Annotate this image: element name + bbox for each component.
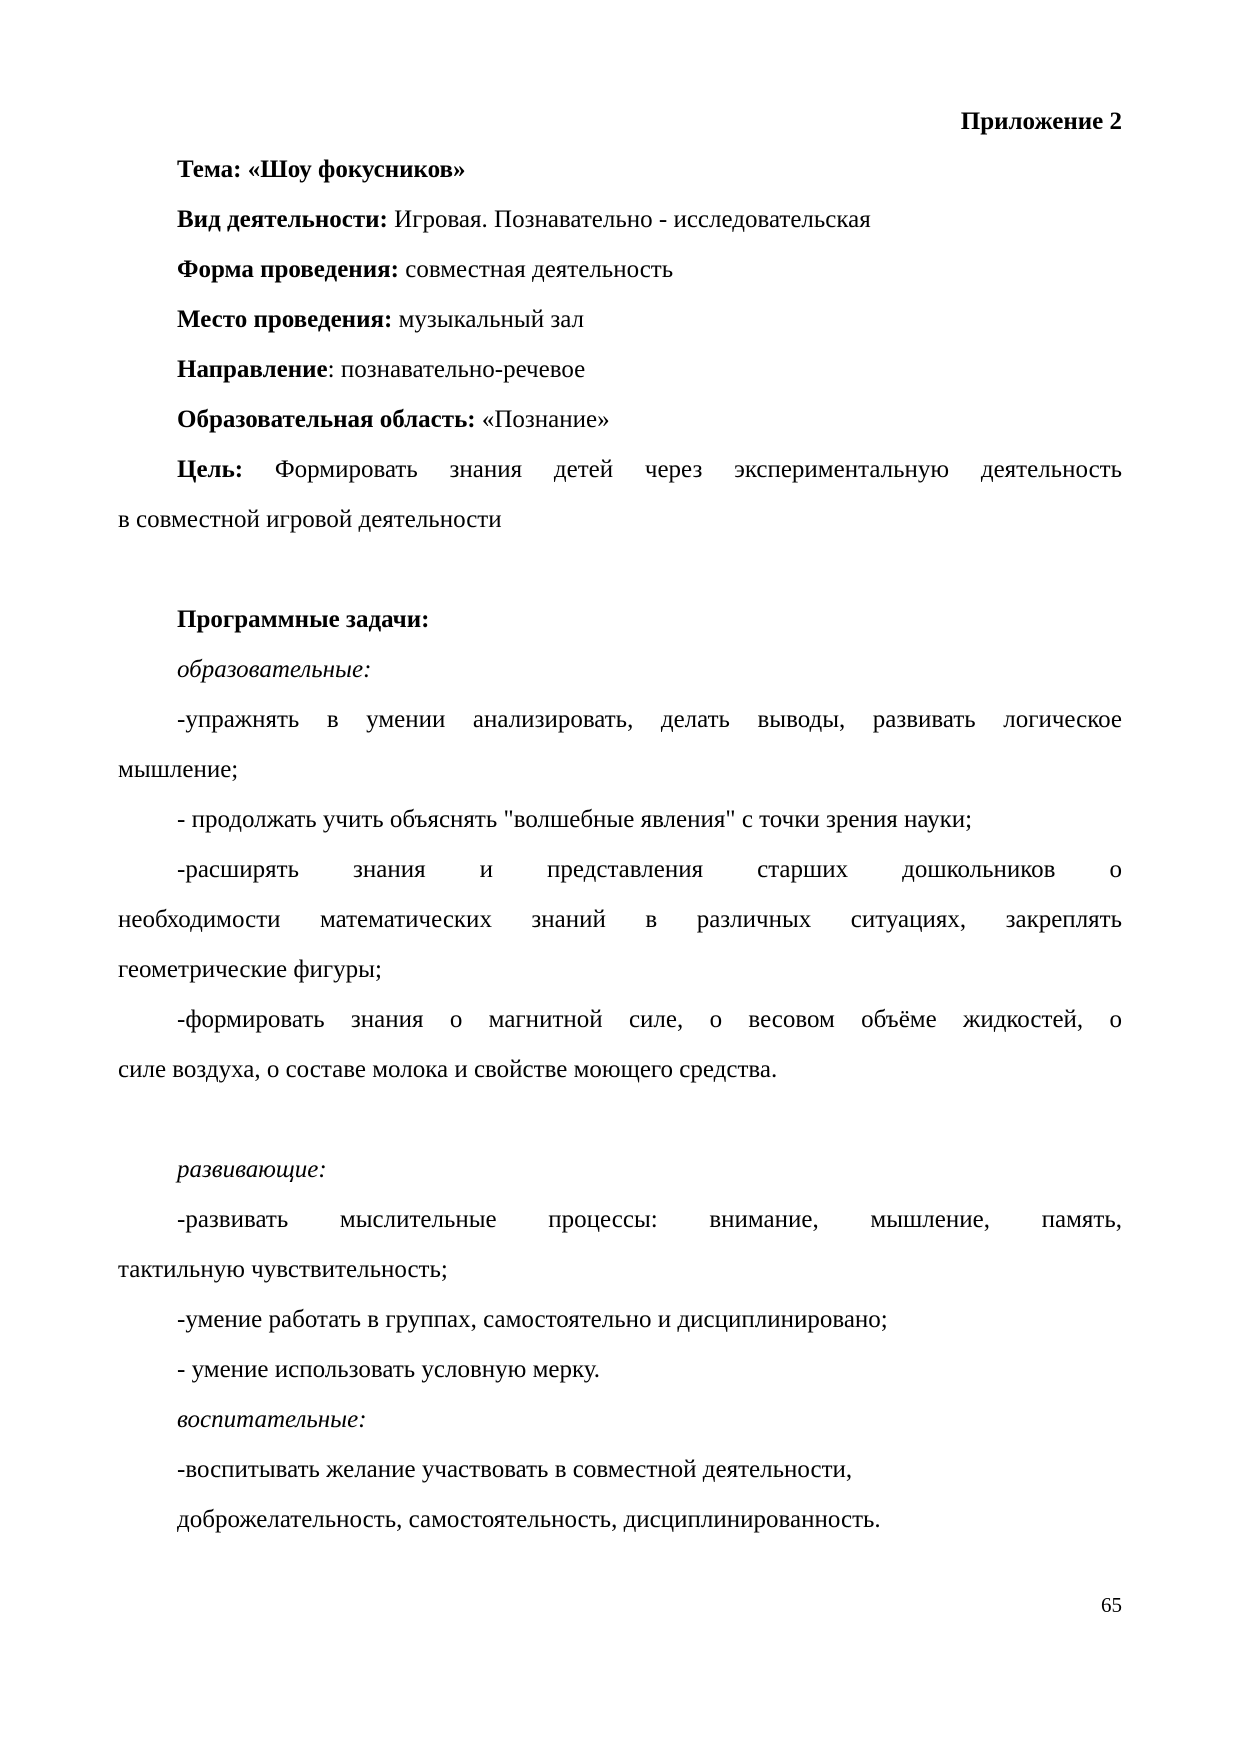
form-label: Форма проведения:	[177, 256, 399, 283]
educational-item-4-line-1: -формировать знания о магнитной силе, о весовом объёме жидкостей, о	[177, 1006, 1122, 1033]
activity-type-value: Игровая. Познавательно - исследовательская	[394, 206, 871, 233]
developing-item-2: -умение работать в группах, самостоятельно и дисциплинировано;	[177, 1306, 888, 1333]
goal-text-1: Формировать знания детей через экспериментальную деятельность	[274, 456, 1122, 483]
upbringing-label: воспитательные:	[177, 1406, 367, 1433]
upbringing-item-1-line-2: доброжелательность, самостоятельность, дисциплинированность.	[177, 1506, 881, 1533]
place-value: музыкальный зал	[398, 306, 585, 333]
goal-line-1	[177, 455, 1122, 485]
tasks-heading: Программные задачи:	[177, 606, 430, 633]
topic-label: Тема:	[177, 156, 242, 183]
educational-item-3-line-3: геометрические фигуры;	[118, 956, 382, 983]
upbringing-item-1-line-1: -воспитывать желание участвовать в совместной деятельности,	[177, 1456, 853, 1483]
educational-item-3-line-2: необходимости математических знаний в различных ситуациях, закреплять	[118, 906, 1122, 933]
appendix-label: Приложение 2	[960, 108, 1122, 135]
form-line	[177, 255, 673, 285]
educational-item-2: - продолжать учить объяснять "волшебные явления" с точки зрения науки;	[177, 806, 973, 833]
activity-type-label: Вид деятельности:	[177, 206, 388, 233]
place-label: Место проведения:	[177, 306, 393, 333]
goal-line-2: в совместной игровой деятельности	[118, 506, 502, 533]
developing-item-1-line-2: тактильную чувствительность;	[118, 1256, 448, 1283]
page-number: 65	[1101, 1593, 1122, 1617]
topic-line	[177, 155, 465, 185]
developing-item-1-line-1: -развивать мыслительные процессы: внимание, мышление, память,	[177, 1206, 1122, 1233]
topic-value: «Шоу фокусников»	[247, 156, 466, 183]
direction-value: : познавательно-речевое	[327, 356, 586, 383]
educational-label: образовательные:	[177, 656, 372, 683]
activity-type-line	[177, 205, 871, 235]
place-line	[177, 305, 584, 335]
goal-label: Цель:	[177, 456, 244, 483]
educational-item-3-line-1: -расширять знания и представления старших дошкольников о	[177, 856, 1122, 883]
area-value: «Познание»	[481, 406, 610, 433]
area-line	[177, 405, 610, 435]
educational-item-4-line-2: силе воздуха, о составе молока и свойстве моющего средства.	[118, 1056, 778, 1083]
direction-label: Направление	[177, 356, 328, 383]
educational-item-1-line-2: мышление;	[118, 756, 239, 783]
developing-item-3: - умение использовать условную мерку.	[177, 1356, 601, 1383]
educational-item-1-line-1: -упражнять в умении анализировать, делать выводы, развивать логическое	[177, 706, 1122, 733]
developing-label: развивающие:	[177, 1156, 327, 1183]
direction-line	[177, 355, 585, 385]
area-label: Образовательная область:	[177, 406, 476, 433]
form-value: совместная деятельность	[405, 256, 674, 283]
